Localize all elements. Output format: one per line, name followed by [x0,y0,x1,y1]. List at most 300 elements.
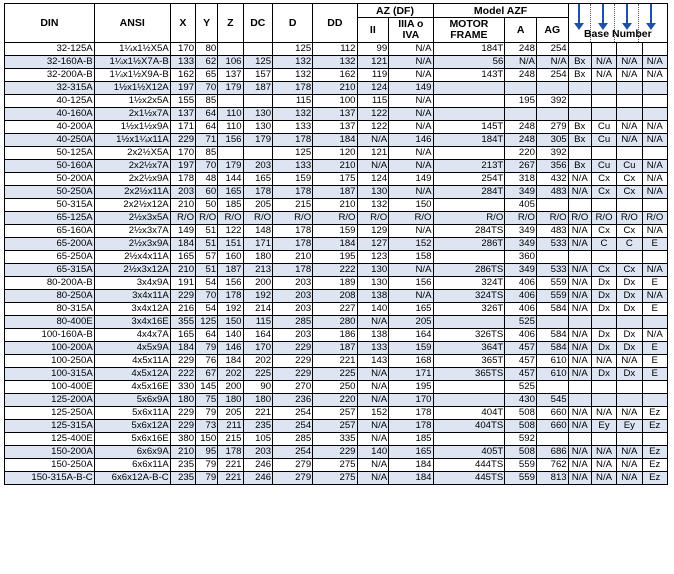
cell-az-iiia: N/A [389,56,433,69]
cell-z: 178 [218,446,243,459]
cell-z: 215 [218,433,243,446]
cell-az-ii: N/A [357,433,389,446]
col-ansi-header: ANSI [94,4,170,43]
cell-din: 65-250A [5,251,95,264]
cell-base-4: N/A [642,56,667,69]
cell-z: 165 [218,186,243,199]
cell-az-ii: 121 [357,56,389,69]
table-row [5,446,668,459]
cell-az-ii: 138 [357,290,389,303]
cell-ag: 610 [536,368,568,381]
cell-a: 349 [505,264,537,277]
cell-base-4: N/A [642,225,667,238]
cell-ag: 610 [536,355,568,368]
table-row [5,225,668,238]
cell-base-2: Cu [591,160,616,173]
cell-base-3: N/A [617,446,642,459]
cell-dc: 125 [243,56,273,69]
cell-motor-frame: R/O [433,212,505,225]
cell-x: 137 [170,108,195,121]
cell-base-1: N/A [568,264,591,277]
cell-az-iiia: 184 [389,472,433,485]
cell-base-3 [617,95,642,108]
cell-dd: 187 [313,342,357,355]
cell-dc: 225 [243,368,273,381]
arrow-down-icon [602,4,604,24]
cell-x: 229 [170,407,195,420]
cell-dc: 148 [243,225,273,238]
cell-din: 40-160A [5,108,95,121]
cell-y: 79 [196,407,218,420]
cell-y: 76 [196,355,218,368]
arrow-down-icon [650,4,652,24]
cell-motor-frame [433,199,505,212]
cell-din: 125-250A [5,407,95,420]
cell-motor-frame: 286TS [433,264,505,277]
cell-y: 51 [196,238,218,251]
cell-base-1: N/A [568,355,591,368]
cell-z: 122 [218,225,243,238]
cell-y: 79 [196,472,218,485]
cell-base-4: N/A [642,329,667,342]
cell-din: 80-200A-B [5,277,95,290]
cell-base-2 [591,199,616,212]
cell-ansi: 2x2½x11A [94,186,170,199]
cell-a: 525 [505,381,537,394]
cell-base-4: E [642,342,667,355]
cell-base-1: N/A [568,368,591,381]
cell-motor-frame: 184T [433,43,505,56]
cell-az-ii: 124 [357,173,389,186]
cell-z: 187 [218,264,243,277]
cell-ansi: 3x4x16E [94,316,170,329]
cell-z: 146 [218,342,243,355]
cell-base-2 [591,433,616,446]
cell-dc: 180 [243,394,273,407]
cell-base-4 [642,43,667,56]
cell-base-3 [617,199,642,212]
cell-ansi: 4x5x12A [94,368,170,381]
cell-az-iiia: 195 [389,381,433,394]
cell-ag: 584 [536,342,568,355]
cell-base-3: N/A [617,459,642,472]
cell-x: 180 [170,394,195,407]
cell-x: 170 [170,43,195,56]
col-az-iiia-header: IIIA o IVA [389,18,433,43]
table-row [5,108,668,121]
cell-motor-frame: 324T [433,277,505,290]
cell-base-4 [642,108,667,121]
cell-ansi: 2x2½X5A [94,147,170,160]
cell-ag: 356 [536,160,568,173]
cell-dc: 235 [243,420,273,433]
cell-d: 254 [273,446,313,459]
cell-x: 229 [170,290,195,303]
cell-motor-frame: 284TS [433,225,505,238]
cell-din: 100-200A [5,342,95,355]
cell-dd: 210 [313,199,357,212]
cell-az-iiia: 146 [389,134,433,147]
cell-base-1: R/O [568,212,591,225]
cell-x: 210 [170,199,195,212]
col-din-header: DIN [5,4,95,43]
cell-y: 145 [196,381,218,394]
cell-ansi: 6x6x9A [94,446,170,459]
cell-base-2: Dx [591,277,616,290]
cell-z: 184 [218,355,243,368]
cell-base-3 [617,381,642,394]
table-row [5,290,668,303]
cell-motor-frame [433,108,505,121]
cell-z: 150 [218,316,243,329]
cell-ansi: 2x2½x7A [94,160,170,173]
cell-base-3: Cx [617,225,642,238]
base-number-label: Base Number [583,28,652,40]
cell-base-1 [568,316,591,329]
cell-base-2: C [591,238,616,251]
cell-az-iiia: N/A [389,108,433,121]
cell-dc [243,95,273,108]
cell-y: 67 [196,368,218,381]
cell-base-1: N/A [568,420,591,433]
cell-base-2: Dx [591,342,616,355]
cell-ag: 559 [536,290,568,303]
cell-base-4: E [642,355,667,368]
cell-y: 60 [196,186,218,199]
cell-din: 40-250A [5,134,95,147]
cell-x: 235 [170,472,195,485]
cell-ag: 686 [536,446,568,459]
cell-dd: 210 [313,82,357,95]
cell-motor-frame: 143T [433,69,505,82]
cell-dd: 220 [313,394,357,407]
cell-ansi: 4x5x9A [94,342,170,355]
pump-dimension-sheet [4,3,668,485]
cell-dd: 137 [313,108,357,121]
cell-dc: 192 [243,290,273,303]
cell-base-1: Bx [568,121,591,134]
cell-base-4 [642,316,667,329]
cell-z: 211 [218,420,243,433]
cell-ansi: 1¼x1½X5A [94,43,170,56]
cell-dc: 214 [243,303,273,316]
table-row [5,316,668,329]
cell-dc: 105 [243,433,273,446]
cell-din: 65-315A [5,264,95,277]
cell-dc: 170 [243,342,273,355]
cell-base-4: N/A [642,134,667,147]
cell-dd: 222 [313,264,357,277]
cell-a: 457 [505,355,537,368]
cell-base-4: Ez [642,459,667,472]
cell-az-ii: 99 [357,43,389,56]
cell-az-ii: N/A [357,368,389,381]
table-row [5,277,668,290]
cell-base-2 [591,394,616,407]
cell-dd: 257 [313,420,357,433]
cell-base-3: N/A [617,134,642,147]
cell-y: 50 [196,199,218,212]
cell-dc: 157 [243,69,273,82]
cell-ag [536,108,568,121]
cell-dd: 257 [313,407,357,420]
cell-ansi: 1½x1¼x11A [94,134,170,147]
cell-a: 406 [505,290,537,303]
cell-z: 179 [218,82,243,95]
cell-dd: 227 [313,303,357,316]
col-dc-header: DC [243,4,273,43]
cell-base-1: Bx [568,69,591,82]
cell-base-4: N/A [642,173,667,186]
cell-az-iiia: 205 [389,316,433,329]
cell-d: R/O [273,212,313,225]
cell-x: 133 [170,56,195,69]
cell-motor-frame [433,316,505,329]
table-row [5,199,668,212]
cell-ag: 483 [536,225,568,238]
table-row [5,407,668,420]
cell-x: 184 [170,342,195,355]
cell-ansi: 5x6x9A [94,394,170,407]
cell-base-4: Ez [642,472,667,485]
cell-dc: 203 [243,160,273,173]
cell-ag [536,316,568,329]
cell-base-2 [591,108,616,121]
cell-dd: 159 [313,225,357,238]
cell-d: 125 [273,43,313,56]
cell-base-4 [642,381,667,394]
cell-base-3: Dx [617,303,642,316]
col-y-header: Y [196,4,218,43]
cell-az-iiia: 184 [389,459,433,472]
cell-base-4 [642,199,667,212]
cell-base-4 [642,82,667,95]
cell-ag: 660 [536,420,568,433]
cell-ag: 584 [536,329,568,342]
cell-x: 178 [170,173,195,186]
cell-din: 65-160A [5,225,95,238]
cell-x: 149 [170,225,195,238]
col-a-header: A [505,18,537,43]
cell-a: 248 [505,121,537,134]
cell-base-1 [568,43,591,56]
cell-base-3: N/A [617,472,642,485]
cell-base-3 [617,147,642,160]
cell-base-2: Cu [591,134,616,147]
cell-y: 125 [196,316,218,329]
cell-dc: 115 [243,316,273,329]
cell-z: 151 [218,238,243,251]
cell-base-2: N/A [591,446,616,459]
cell-az-iiia: N/A [389,121,433,134]
table-row [5,82,668,95]
cell-din: 40-200A [5,121,95,134]
cell-z: 140 [218,329,243,342]
cell-ag: R/O [536,212,568,225]
cell-d: 285 [273,433,313,446]
cell-base-3 [617,43,642,56]
table-row [5,381,668,394]
cell-base-2 [591,251,616,264]
table-row [5,420,668,433]
table-row [5,394,668,407]
cell-x: 216 [170,303,195,316]
cell-dc: 130 [243,108,273,121]
cell-a: 508 [505,407,537,420]
cell-din: 50-200A [5,173,95,186]
cell-ag: 533 [536,238,568,251]
cell-d: 178 [273,186,313,199]
cell-d: 132 [273,108,313,121]
cell-y: 51 [196,225,218,238]
cell-motor-frame: 444TS [433,459,505,472]
cell-dd: 229 [313,446,357,459]
cell-az-iiia: N/A [389,95,433,108]
cell-y: 85 [196,95,218,108]
cell-motor-frame: 364T [433,342,505,355]
table-row [5,95,668,108]
cell-ansi: 3x4x11A [94,290,170,303]
cell-dc: 246 [243,472,273,485]
cell-d: 178 [273,238,313,251]
cell-y: 57 [196,251,218,264]
cell-az-iiia: 158 [389,251,433,264]
cell-base-3 [617,316,642,329]
cell-az-iiia: 159 [389,342,433,355]
cell-base-3: Dx [617,342,642,355]
cell-y: 70 [196,290,218,303]
cell-az-ii: N/A [357,472,389,485]
cell-base-3: N/A [617,69,642,82]
cell-y: 62 [196,56,218,69]
cell-ag [536,433,568,446]
cell-d: 132 [273,56,313,69]
cell-z: 200 [218,381,243,394]
cell-base-1: Bx [568,56,591,69]
cell-az-ii: 138 [357,329,389,342]
cell-a: 248 [505,134,537,147]
cell-base-4: Ez [642,420,667,433]
cell-ag: N/A [536,56,568,69]
cell-dc [243,147,273,160]
cell-a: 248 [505,69,537,82]
cell-y: 95 [196,446,218,459]
cell-din: 80-250A [5,290,95,303]
cell-dd: 208 [313,290,357,303]
cell-motor-frame: 254T [433,173,505,186]
cell-az-iiia: 149 [389,82,433,95]
cell-az-ii: 132 [357,199,389,212]
cell-z: 144 [218,173,243,186]
cell-base-3 [617,394,642,407]
cell-d: 270 [273,381,313,394]
cell-az-ii: 143 [357,355,389,368]
cell-motor-frame [433,147,505,160]
arrow-down-icon [578,4,580,24]
cell-base-4: N/A [642,290,667,303]
cell-base-4: Ez [642,407,667,420]
cell-din: 80-400E [5,316,95,329]
cell-dc [243,43,273,56]
table-row [5,342,668,355]
cell-base-2: Ey [591,420,616,433]
cell-x: 229 [170,134,195,147]
table-row [5,459,668,472]
cell-az-ii: 152 [357,407,389,420]
table-header [5,4,668,43]
col-z-header: Z [218,4,243,43]
cell-dc: 200 [243,277,273,290]
cell-base-3: Ey [617,420,642,433]
cell-dc: 165 [243,173,273,186]
cell-din: 32-200A-B [5,69,95,82]
cell-y: 70 [196,160,218,173]
cell-az-ii: 119 [357,69,389,82]
cell-dc: 187 [243,82,273,95]
cell-d: 203 [273,290,313,303]
cell-ag [536,82,568,95]
cell-ansi: 4x5x16E [94,381,170,394]
cell-az-ii: 124 [357,82,389,95]
cell-motor-frame: 365TS [433,368,505,381]
cell-y: 64 [196,121,218,134]
cell-az-ii: N/A [357,420,389,433]
cell-ag: 254 [536,43,568,56]
cell-az-ii: N/A [357,316,389,329]
cell-z: 185 [218,199,243,212]
col-dd-header: DD [313,4,357,43]
cell-a: R/O [505,212,537,225]
table-row [5,368,668,381]
cell-din: 50-250A [5,186,95,199]
cell-ansi: 2½x3x9A [94,238,170,251]
cell-ansi: 2½x3x12A [94,264,170,277]
cell-d: 229 [273,355,313,368]
col-motor-frame-header: MOTOR FRAME [433,18,505,43]
cell-ag: 762 [536,459,568,472]
cell-a: 318 [505,173,537,186]
cell-base-4: E [642,368,667,381]
cell-a: 508 [505,420,537,433]
cell-y: 65 [196,69,218,82]
cell-motor-frame: 184T [433,134,505,147]
cell-ag: 392 [536,95,568,108]
cell-ag: 483 [536,186,568,199]
cell-x: 165 [170,329,195,342]
cell-motor-frame: 145T [433,121,505,134]
cell-az-iiia: 170 [389,394,433,407]
cell-base-4: E [642,238,667,251]
cell-ag [536,381,568,394]
cell-base-2: N/A [591,56,616,69]
cell-base-3: Dx [617,329,642,342]
cell-motor-frame [433,433,505,446]
cell-y: 64 [196,329,218,342]
cell-din: 32-315A [5,82,95,95]
cell-dc: 164 [243,329,273,342]
cell-dd: 137 [313,121,357,134]
cell-y: R/O [196,212,218,225]
cell-d: 229 [273,368,313,381]
cell-base-4: N/A [642,121,667,134]
cell-ansi: 5x6x12A [94,420,170,433]
col-az-ii-header: II [357,18,389,43]
cell-a: 559 [505,459,537,472]
cell-x: 191 [170,277,195,290]
cell-z: 205 [218,407,243,420]
cell-a: 248 [505,43,537,56]
cell-x: 170 [170,147,195,160]
